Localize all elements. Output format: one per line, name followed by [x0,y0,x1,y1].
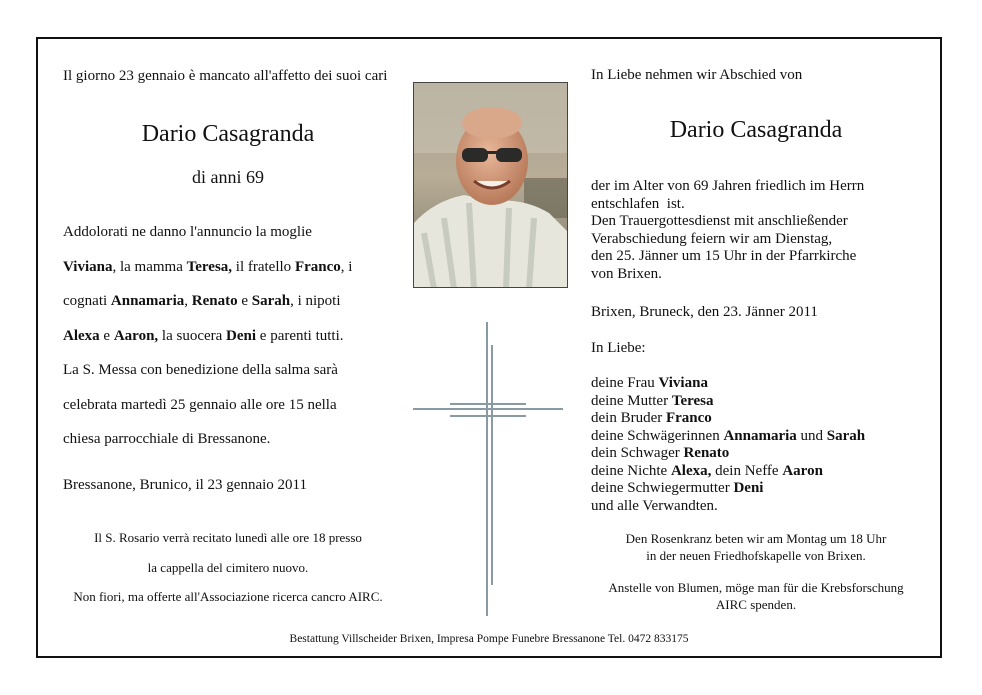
italian-rosary-line-1: Il S. Rosario verrà recitato lunedì alle ore 18 presso [94,530,362,545]
text-segment: e parenti tutti. [256,327,344,344]
text-segment: celebrata martedì 25 gennaio alle ore 15 nella [63,396,337,413]
german-rosary-line-1: Den Rosenkranz beten wir am Montag um 18 Uhr [625,531,887,546]
german-flowers [591,579,921,613]
german-family-line [591,445,921,463]
german-rosary-line-2: in der neuen Friedhofskapelle von Brixen. [646,548,866,563]
text-segment: und alle Verwandten. [591,497,718,514]
italian-line [63,215,393,250]
text-segment: la suocera [158,327,227,344]
name-highlight: Aaron, [113,327,159,344]
text-segment: , la mamma [112,258,187,275]
italian-intro: Il giorno 23 gennaio è mancato all'affetto dei suoi cari [63,68,388,84]
name-highlight: Sarah [251,293,291,309]
name-highlight: Renato [683,445,730,461]
name-highlight: Franco [665,410,712,426]
german-family-line [591,375,921,393]
italian-line [63,422,393,457]
italian-line [63,250,393,285]
german-text-line-1: der im Alter von 69 Jahren friedlich im Herrn [591,178,865,194]
text-segment: deine Schwägerinnen [591,427,724,444]
funeral-home-footer: Bestattung Villscheider Brixen, Impresa Pompe Funebre Bressanone Tel. 0472 833175 [289,633,689,645]
text-segment: dein Schwager [591,445,684,461]
name-highlight: Sarah [826,427,866,444]
name-highlight: Renato [191,293,238,309]
italian-line [63,284,393,319]
german-text-line-3: Den Trauergottesdienst mit anschließender [591,213,848,229]
text-segment: deine Mutter [591,392,672,409]
german-text-line-6: von Brixen. [591,265,662,282]
german-family-line [591,428,921,446]
german-family-list [591,375,921,515]
german-text [591,178,921,283]
italian-line [63,388,393,423]
german-family-line [591,410,921,428]
name-highlight: Franco [294,258,341,275]
text-segment: Addolorati ne danno l'annuncio la moglie [63,224,312,240]
text-segment: und [796,427,827,444]
text-segment: dein Neffe [711,462,783,479]
name-highlight: Annamaria [110,293,185,309]
text-segment: chiesa parrocchiale di Bressanone. [63,431,271,447]
text-segment: deine Frau [591,375,659,391]
italian-flowers: Non fiori, ma offerte all'Associazione ricerca cancro AIRC. [73,589,383,604]
italian-rosary-line-2: la cappella del cimitero nuovo. [147,559,309,575]
text-segment: e [237,293,252,309]
name-highlight: Alexa [63,327,100,344]
name-highlight: Aaron [782,462,823,479]
name-highlight: Viviana [63,258,113,275]
portrait-image [414,83,568,288]
german-name: Dario Casagranda [669,117,843,143]
german-place-date: Brixen, Bruneck, den 23. Jänner 2011 [591,304,818,320]
name-highlight: Viviana [658,375,708,391]
german-intro: In Liebe nehmen wir Abschied von [591,67,803,83]
german-text-line-2: entschlafen ist. [591,195,685,212]
text-segment: il fratello [232,258,295,275]
german-family-line [591,393,921,411]
german-rosary [591,530,921,564]
text-segment: cognati [63,293,111,309]
italian-rosary [63,523,393,612]
text-segment: , i nipoti [290,293,341,309]
text-segment: La S. Messa con benedizione della salma sarà [63,362,338,378]
german-text-line-4: Verabschiedung feiern wir am Dienstag, [591,230,833,247]
german-in-liebe: In Liebe: [591,340,646,356]
name-highlight: Deni [226,327,257,344]
text-segment: , i [340,258,353,275]
text-segment: deine Schwiegermutter [591,480,734,496]
name-highlight: Alexa, [670,462,712,479]
german-text-line-5: den 25. Jänner um 15 Uhr in der Pfarrkirche [591,248,857,264]
german-flowers-line-2: AIRC spenden. [715,597,797,612]
text-segment: dein Bruder [591,410,666,426]
german-family-line [591,498,921,516]
name-highlight: Teresa, [186,258,233,275]
german-flowers-line-1: Anstelle von Blumen, möge man für die Krebsforschung [608,580,904,595]
italian-announcement [63,215,393,457]
german-family-line [591,463,921,481]
italian-name: Dario Casagranda [141,121,315,147]
portrait-photo [413,82,568,288]
name-highlight: Teresa [671,392,714,409]
german-family-line [591,480,921,498]
text-segment: , [184,293,192,309]
text-segment: e [99,327,114,344]
italian-age: di anni 69 [192,167,264,187]
italian-line [63,353,393,388]
name-highlight: Annamaria [723,427,797,444]
text-segment: deine Nichte [591,462,671,479]
name-highlight: Deni [733,480,764,496]
italian-place-date: Bressanone, Brunico, il 23 gennaio 2011 [63,477,307,493]
italian-line [63,319,393,354]
